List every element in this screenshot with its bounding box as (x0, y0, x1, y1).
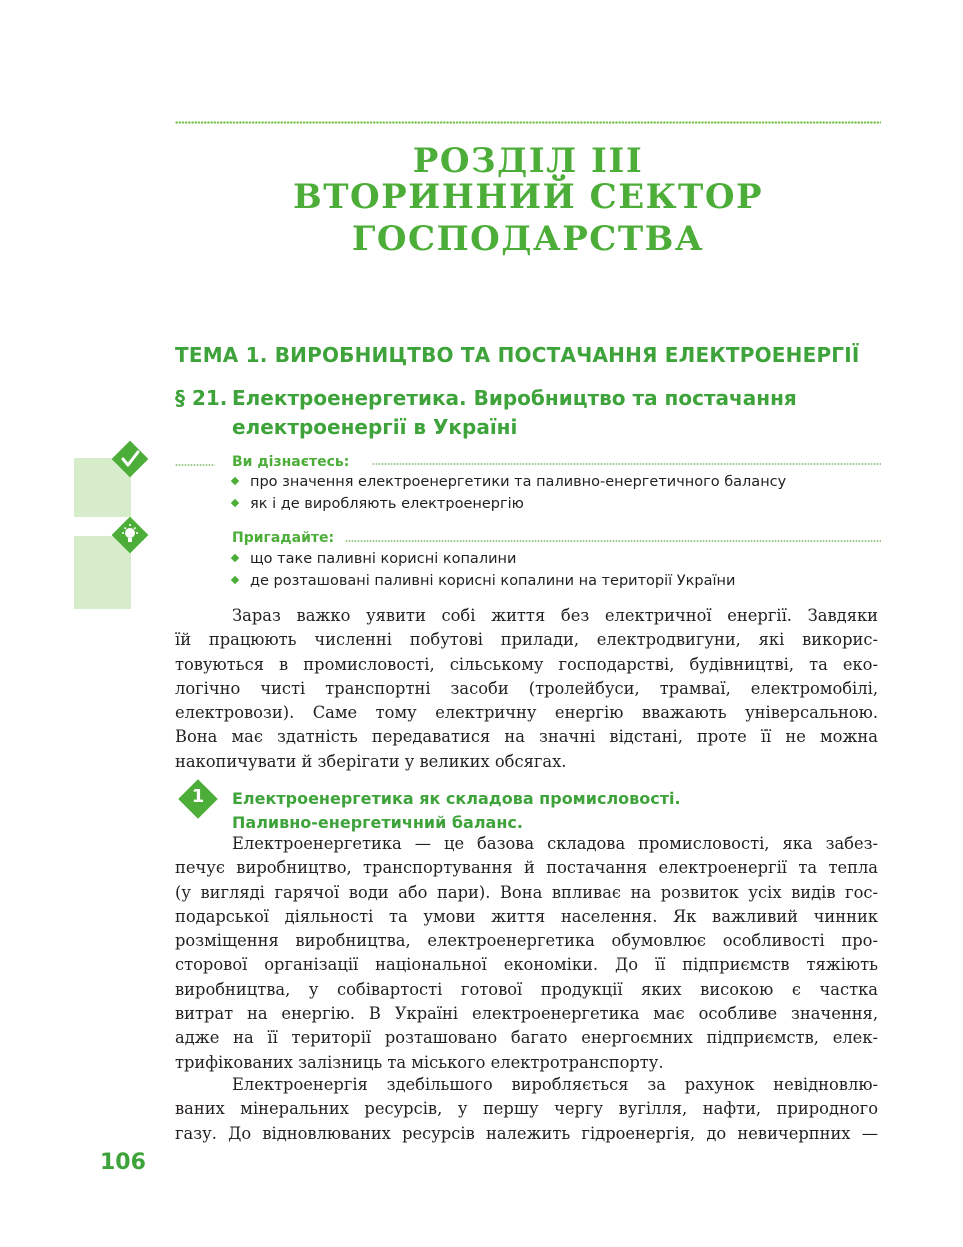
bullet-icon (231, 554, 239, 562)
text-line: подарської діяльності та умови життя населення. Як важливий чинник (175, 906, 878, 926)
list-item: де розташовані паливні корисні копалини на території України (232, 573, 735, 589)
bullet-icon (231, 499, 239, 507)
paragraph-title-line2: електроенергії в Україні (232, 415, 518, 439)
text-line: витрат на енергію. В Україні електроенергетика має особливе значення, (175, 1004, 878, 1024)
text-line: печує виробництво, транспортування й постачання електроенергії та тепла (175, 858, 878, 878)
paragraph-title (232, 384, 872, 442)
top-dotted-rule (175, 120, 881, 125)
paragraph-title-line1: Електроенергетика. Виробництво та постачання (232, 386, 797, 410)
list-item: що таке паливні корисні копалини (232, 551, 516, 567)
text-line: Електроенергетика — це базова складова промисловості, яка забез- (232, 834, 878, 853)
text-line: (у вигляді гарячої води або пари). Вона впливає на розвиток усіх видів гос- (175, 882, 878, 902)
learn-dotted-rule-left (175, 463, 215, 467)
body-paragraph-2 (175, 1073, 878, 1146)
text-line: адже на її території розташовано багато енергоємних підприємств, елек- (175, 1028, 878, 1048)
text-line: Зараз важко уявити собі життя без електричної енергії. Завдяки (232, 606, 878, 625)
subsection-title-line1: Електроенергетика як складова промисловості. (232, 789, 681, 808)
intro-paragraph (175, 604, 878, 774)
text-line: ваних мінеральних ресурсів, у першу чергу вугілля, нафти, природного (175, 1099, 878, 1119)
bullet-icon (231, 576, 239, 584)
text-line: трифікованих залізниць та міського електротранспорту. (175, 1052, 664, 1072)
learn-dotted-rule (372, 462, 881, 466)
section-number: РОЗДІЛ III (412, 141, 644, 181)
recall-dotted-rule (345, 539, 881, 543)
check-icon (112, 441, 148, 477)
page-number: 106 (100, 1150, 146, 1175)
text-line: сторової організації національної економіки. До її підприємств тяжіють (175, 955, 878, 975)
subsection-number-badge: 1 (179, 780, 217, 818)
text-line: електровози). Саме тому електричну енергію вважають універсальною. (175, 703, 878, 723)
text-line: виробництва, у собівартості готової продукції яких високою є частка (175, 979, 878, 999)
list-item: про значення електроенергетики та паливно-енергетичного балансу (232, 474, 786, 490)
subsection-title-line2: Паливно-енергетичний баланс. (232, 813, 523, 832)
recall-heading: Пригадайте: (232, 530, 335, 546)
text-line: розміщення виробництва, електроенергетика обумовлює особливості про- (175, 931, 878, 951)
lightbulb-icon (112, 517, 148, 553)
text-line: газу. До відновлюваних ресурсів належить гідроенергія, до невичерпних — (175, 1123, 878, 1143)
text-line: накопичувати й зберігати у великих обсягах. (175, 751, 567, 771)
text-line: Електроенергія здебільшого виробляється за рахунок невідновлю- (232, 1075, 878, 1094)
bullet-icon (231, 477, 239, 485)
text-line: Вона має здатність передаватися на значні відстані, проте її не можна (175, 727, 878, 747)
paragraph-number: § 21. (175, 386, 228, 410)
learn-heading: Ви дізнаєтесь: (232, 454, 350, 470)
section-title: ВТОРИННИЙ СЕКТОР ГОСПОДАРСТВА (292, 177, 764, 259)
list-item: як і де виробляють електроенергію (232, 496, 524, 512)
text-line: їй працюють численні побутові прилади, електродвигуни, які викорис- (175, 630, 878, 650)
text-line: товуються в промисловості, сільському господарстві, будівництві, та еко- (175, 654, 878, 674)
body-paragraph-1 (175, 832, 878, 1075)
subsection-title (232, 787, 681, 835)
text-line: логічно чисті транспортні засоби (тролейбуси, трамваї, електромобілі, (175, 678, 878, 698)
theme-title: ТЕМА 1. ВИРОБНИЦТВО ТА ПОСТАЧАННЯ ЕЛЕКТРОЕНЕРГІЇ (175, 343, 860, 367)
